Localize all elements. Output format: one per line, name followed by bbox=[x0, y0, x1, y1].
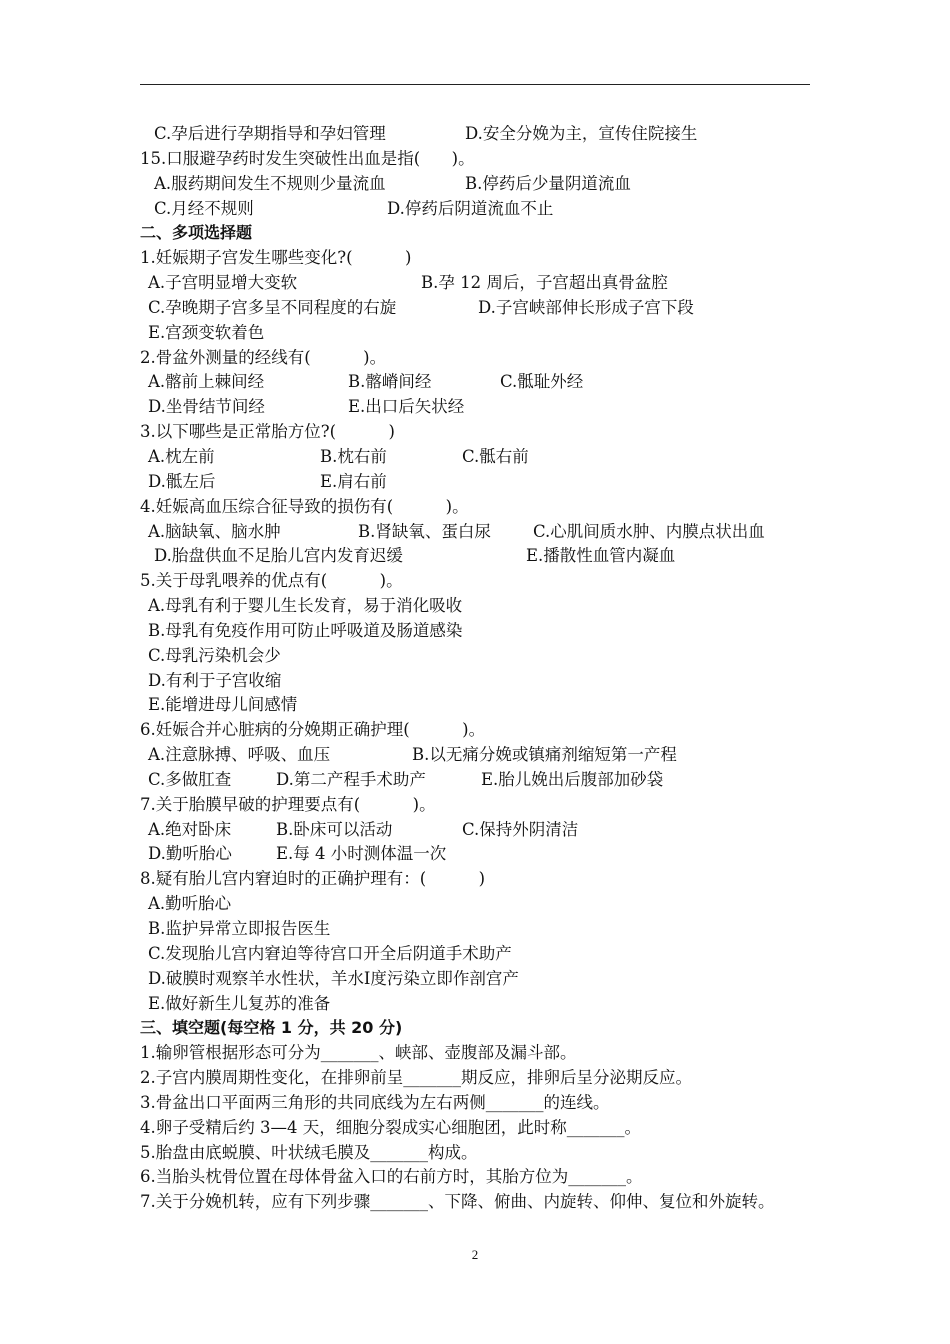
text-line: 5.胎盘由底蜕膜、叶状绒毛膜及_______构成。 bbox=[140, 1142, 478, 1162]
text-line: 2.骨盆外测量的经线有( )。 bbox=[140, 347, 387, 367]
text-line: 1.输卵管根据形态可分为_______、峡部、壶腹部及漏斗部。 bbox=[140, 1043, 577, 1063]
text-line: 3.骨盆出口平面两三角形的共同底线为左右两侧_______的连线。 bbox=[140, 1092, 610, 1112]
text-line: A.勤听胎心 bbox=[148, 894, 232, 914]
option-row bbox=[140, 122, 840, 147]
option-item: D.停药后阴道流血不止 bbox=[387, 198, 554, 218]
text-line: 5.关于母乳喂养的优点有( )。 bbox=[140, 571, 403, 591]
option-item: E.每 4 小时测体温一次 bbox=[276, 844, 447, 864]
option-item: D.坐骨结节间经 bbox=[148, 397, 265, 417]
option-row bbox=[140, 271, 840, 296]
option-item: C.多做肛查 bbox=[148, 769, 232, 789]
option-item: A.髂前上棘间经 bbox=[148, 372, 265, 392]
option-row bbox=[140, 768, 840, 793]
option-item: C.心肌间质水肿、内膜点状出血 bbox=[533, 521, 765, 541]
text-line: 8.疑有胎儿宫内窘迫时的正确护理有：( ) bbox=[140, 869, 486, 889]
option-row bbox=[140, 842, 840, 867]
option-item: B.髂嵴间经 bbox=[348, 372, 432, 392]
text-line: 15.口服避孕药时发生突破性出血是指( )。 bbox=[140, 148, 475, 168]
option-row bbox=[140, 296, 840, 321]
option-item: E.出口后矢状经 bbox=[348, 397, 465, 417]
option-item: B.以无痛分娩或镇痛剂缩短第一产程 bbox=[412, 745, 677, 765]
option-item: A.枕左前 bbox=[148, 446, 215, 466]
option-item: D.勤听胎心 bbox=[148, 844, 232, 864]
option-item: C.月经不规则 bbox=[154, 198, 254, 218]
option-item: E.播散性血管内凝血 bbox=[526, 546, 676, 566]
text-line: C.发现胎儿宫内窘迫等待宫口开全后阴道手术助产 bbox=[148, 943, 512, 963]
option-row bbox=[140, 818, 840, 843]
header-rule bbox=[140, 84, 810, 85]
option-item: D.安全分娩为主，宣传住院接生 bbox=[465, 124, 698, 143]
text-line: 2.子宫内膜周期性变化，在排卵前呈_______期反应，排卵后呈分泌期反应。 bbox=[140, 1068, 692, 1088]
text-line: 4.妊娠高血压综合征导致的损伤有( )。 bbox=[140, 496, 469, 516]
option-item: D.骶左后 bbox=[148, 471, 216, 491]
option-item: E.胎儿娩出后腹部加砂袋 bbox=[481, 769, 664, 789]
option-item: B.卧床可以活动 bbox=[276, 819, 393, 839]
option-item: B.肾缺氧、蛋白尿 bbox=[358, 521, 491, 541]
text-line: B.母乳有免疫作用可防止呼吸道及肠道感染 bbox=[148, 620, 463, 640]
text-line: 1.妊娠期子宫发生哪些变化?( ) bbox=[140, 248, 412, 268]
option-item: D.子宫峡部伸长形成子宫下段 bbox=[478, 297, 694, 317]
section-heading: 二、多项选择题 bbox=[140, 223, 253, 243]
option-row bbox=[140, 470, 840, 495]
option-row bbox=[140, 520, 840, 545]
text-line: 7.关于分娩机转，应有下列步骤_______、下降、俯曲、内旋转、仰伸、复位和外旋转。 bbox=[140, 1192, 775, 1212]
option-item: B.孕 12 周后，子宫超出真骨盆腔 bbox=[421, 273, 668, 293]
text-line: 6.妊娠合并心脏病的分娩期正确护理( )。 bbox=[140, 720, 486, 740]
option-row bbox=[140, 370, 840, 395]
text-line: 4.卵子受精后约 3—4 天，细胞分裂成实心细胞团，此时称_______。 bbox=[140, 1117, 641, 1137]
option-row bbox=[140, 197, 840, 222]
text-line: D.破膜时观察羊水性状，羊水Ⅰ度污染立即作剖宫产 bbox=[148, 968, 519, 988]
option-item: B.停药后少量阴道流血 bbox=[465, 173, 631, 193]
option-item: D.第二产程手术助产 bbox=[276, 769, 426, 789]
document-body bbox=[140, 122, 840, 1215]
option-item: D.胎盘供血不足胎儿宫内发育迟缓 bbox=[154, 546, 403, 566]
section-heading: 三、填空题(每空格 1 分，共 20 分) bbox=[140, 1018, 403, 1038]
option-item: C.孕后进行孕期指导和孕妇管理 bbox=[154, 124, 386, 143]
text-line: B.监护异常立即报告医生 bbox=[148, 919, 331, 938]
option-row bbox=[140, 395, 840, 420]
option-row bbox=[140, 445, 840, 470]
text-line: E.做好新生儿复苏的准备 bbox=[148, 993, 331, 1013]
option-item: A.服药期间发生不规则少量流血 bbox=[154, 173, 386, 193]
option-item: C.保持外阴清洁 bbox=[462, 819, 579, 839]
option-row bbox=[140, 544, 840, 569]
text-line: C.母乳污染机会少 bbox=[148, 645, 281, 665]
option-item: A.脑缺氧、脑水肿 bbox=[148, 521, 281, 541]
text-line: 7.关于胎膜早破的护理要点有( )。 bbox=[140, 794, 436, 814]
option-item: A.绝对卧床 bbox=[148, 819, 232, 839]
option-item: C.孕晚期子宫多呈不同程度的右旋 bbox=[148, 297, 397, 317]
option-item: B.枕右前 bbox=[320, 446, 387, 466]
page-number: 2 bbox=[471, 1247, 479, 1262]
text-line: 6.当胎头枕骨位置在母体骨盆入口的右前方时，其胎方位为_______。 bbox=[140, 1167, 643, 1187]
option-item: A.子宫明显增大变软 bbox=[148, 273, 298, 293]
option-item: E.肩右前 bbox=[320, 471, 387, 491]
text-line: E.宫颈变软着色 bbox=[148, 322, 265, 342]
option-item: A.注意脉搏、呼吸、血压 bbox=[148, 745, 331, 765]
text-line: 3.以下哪些是正常胎方位?( ) bbox=[140, 422, 395, 442]
option-row bbox=[140, 743, 840, 768]
text-line: E.能增进母儿间感情 bbox=[148, 695, 298, 715]
text-line: A.母乳有利于婴儿生长发育，易于消化吸收 bbox=[148, 596, 463, 616]
option-item: C.骶耻外经 bbox=[500, 372, 584, 392]
option-item: C.骶右前 bbox=[462, 446, 529, 466]
text-line: D.有利于子宫收缩 bbox=[148, 670, 282, 690]
option-row bbox=[140, 172, 840, 197]
